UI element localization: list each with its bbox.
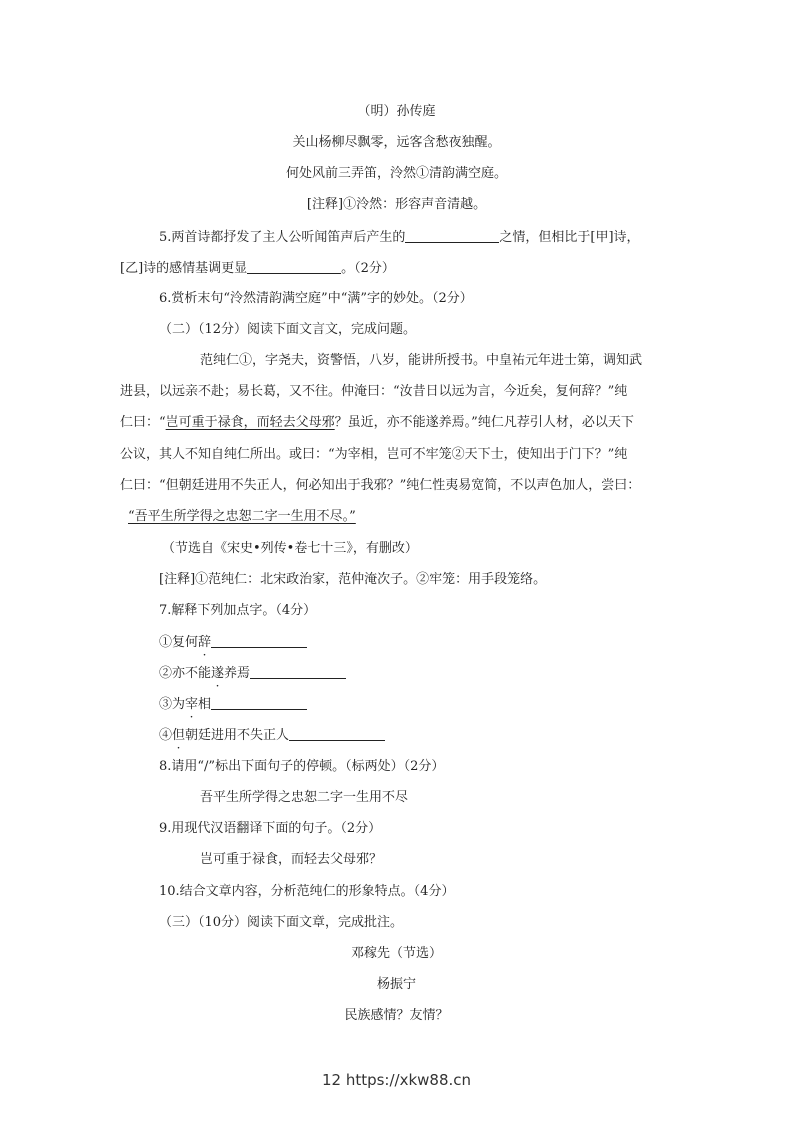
question-7-item-4: ④但朝廷进用不失正人	[159, 726, 385, 745]
dotted-char: 宰	[185, 697, 199, 712]
question-8-sentence: 吾平生所学得之忠恕二字一生用不尽	[200, 790, 409, 805]
underlined-sentence: 岂可重于禄食，而轻去父母邪	[165, 415, 335, 430]
question-7-title: 7.解释下列加点字。（4分）	[159, 603, 317, 618]
answer-blank[interactable]	[405, 228, 499, 243]
article-author: 杨振宁	[376, 977, 416, 992]
answer-blank[interactable]	[289, 726, 385, 741]
passage-line-5: 仁曰：“但朝廷进用不失正人，何必知出于我邪？”纯仁性夷易宽简，不以声色加人，尝曰：	[120, 478, 641, 493]
poem-author: （明）孙传庭	[357, 104, 436, 119]
question-5-line-1: 5.两首诗都抒发了主人公听闻笛声后产生的 之情，但相比于[甲]诗，	[159, 230, 640, 245]
answer-blank[interactable]	[250, 664, 346, 679]
answer-blank[interactable]	[211, 633, 307, 648]
passage-line-4: 公议，其人不知自纯仁所出。或曰：“为宰相，岂可不牢笼②天下士，使知出于门下？”纯	[120, 447, 628, 462]
page-footer: 12 https://xkw88.cn	[321, 1071, 472, 1089]
passage-line-1: 范纯仁①，字尧夫，资警悟，八岁，能讲所授书。中皇祐元年进士第，调知武	[200, 353, 643, 368]
question-6: 6.赏析末句“泠然清韵满空庭”中“满”字的妙处。（2分）	[159, 291, 473, 306]
section-3-heading: （三）（10分）阅读下面文章，完成批注。	[159, 915, 404, 930]
question-7-item-1: ①复何辞	[159, 633, 307, 652]
passage-line-2: 进县，以远亲不赴；易长葛，又不往。仲淹曰：“汝昔日以远为言，今近矣，复何辞？”纯	[120, 384, 628, 399]
dotted-char: 辞	[198, 635, 212, 650]
article-title: 邓稼先（节选）	[350, 946, 442, 961]
question-9-sentence: 岂可重于禄食，而轻去父母邪？	[200, 852, 383, 867]
question-9-title: 9.用现代汉语翻译下面的句子。（2分）	[159, 821, 382, 836]
question-7-item-3: ③为宰相	[159, 695, 307, 714]
section-2-heading: （二）（12分）阅读下面文言文，完成问题。	[159, 322, 417, 337]
poem-line-1: 关山杨柳尽飘零，远客含愁夜独醒。	[292, 135, 501, 150]
poem-note: [注释]①泠然：形容声音清越。	[306, 197, 487, 212]
answer-blank[interactable]	[211, 695, 307, 710]
question-10: 10.结合文章内容，分析范纯仁的形象特点。（4分）	[159, 884, 455, 899]
passage-note: [注释]①范纯仁：北宋政治家，范仲淹次子。②牢笼：用手段笼络。	[159, 572, 547, 587]
question-5-line-2: [乙]诗的感情基调更显 。（2分）	[120, 261, 395, 276]
question-8-title: 8.请用“/”标出下面句子的停顿。（标两处）（2分）	[159, 759, 445, 774]
dotted-char: 遂	[211, 666, 225, 681]
answer-blank[interactable]	[247, 259, 341, 274]
passage-line-6: “吾平生所学得之忠恕二字一生用不尽。”	[128, 509, 356, 524]
dotted-char: 但	[172, 728, 186, 743]
passage-line-3: 仁曰：“岂可重于禄食，而轻去父母邪？虽近，亦不能遂养焉。”纯仁凡荐引人材，必以天下	[120, 415, 634, 430]
article-subtitle: 民族感情？友情？	[344, 1008, 449, 1023]
question-7-item-2: ②亦不能遂养焉	[159, 664, 346, 683]
poem-line-2: 何处风前三弄笛，泠然①清韵满空庭。	[285, 166, 508, 181]
passage-source: （节选自《宋史•列传•卷七十三》，有删改）	[162, 541, 418, 556]
